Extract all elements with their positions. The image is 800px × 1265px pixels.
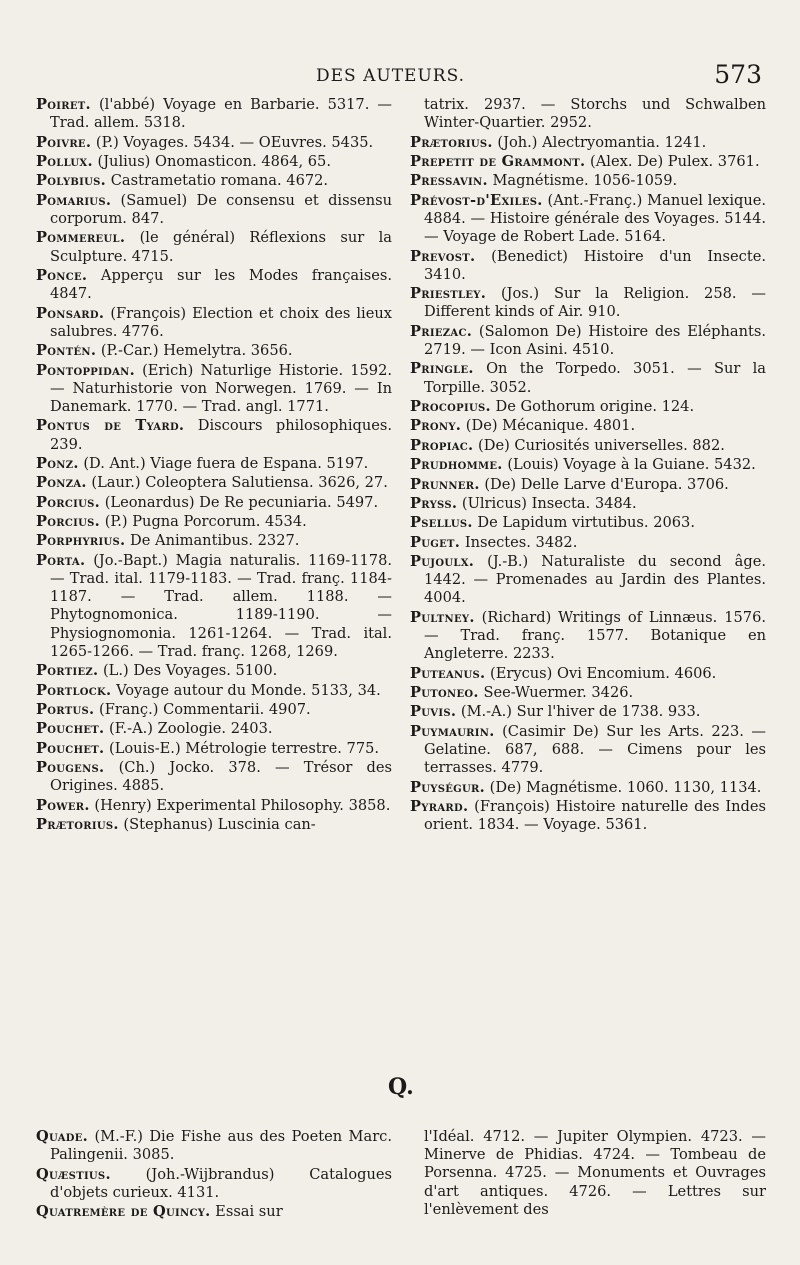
entry-author-name: Portlock. bbox=[36, 681, 112, 699]
entry-author-name: Pougens. bbox=[36, 759, 105, 777]
entry-references: (De) Delle Larve d'Europa. 3706. bbox=[479, 475, 729, 493]
entry-author-name: Pomarius. bbox=[36, 191, 112, 209]
entry-author-name: Priezac. bbox=[410, 322, 473, 340]
index-entry bbox=[410, 360, 766, 396]
entry-references: Essai sur bbox=[210, 1203, 283, 1221]
index-entry bbox=[410, 723, 766, 778]
entry-author-name: Puget. bbox=[410, 533, 461, 551]
index-entry bbox=[36, 759, 392, 795]
index-entry bbox=[410, 609, 766, 664]
entry-references: (De) Mécanique. 4801. bbox=[461, 417, 636, 435]
entry-references: (P.) Pugna Porcorum. 4534. bbox=[100, 513, 307, 531]
entry-author-name: Pouchet. bbox=[36, 720, 105, 738]
index-entry bbox=[36, 552, 392, 661]
entry-references: See-Wuermer. 3426. bbox=[478, 684, 634, 702]
entry-author-name: Procopius. bbox=[410, 397, 491, 415]
index-entry bbox=[410, 779, 766, 797]
bottom-right-column bbox=[410, 1128, 766, 1220]
entry-author-name: Prætorius. bbox=[410, 133, 493, 151]
entry-author-name: Prætorius. bbox=[36, 816, 119, 834]
entry-author-name: Pultney. bbox=[410, 608, 475, 626]
entry-references: (Stephanus) Luscinia can- bbox=[118, 816, 316, 834]
page-number: 573 bbox=[714, 60, 762, 89]
entry-author-name: Pouchet. bbox=[36, 739, 105, 757]
entry-references: (P.-Car.) Hemelytra. 3656. bbox=[96, 342, 293, 360]
entry-references: (Louis-E.) Métrologie terrestre. 775. bbox=[104, 739, 380, 757]
index-entry bbox=[36, 305, 392, 341]
entry-author-name: Psellus. bbox=[410, 514, 473, 532]
index-entry bbox=[36, 701, 392, 719]
entry-references: (Ch.) Jocko. 378. — Trésor des Origines. 4885. bbox=[50, 759, 392, 795]
entry-author-name: Pontoppidan. bbox=[36, 361, 135, 379]
entry-author-name: Puymaurin. bbox=[410, 722, 495, 740]
entry-references: (De) Magnétisme. 1060. 1130, 1134. bbox=[485, 778, 762, 796]
index-entry bbox=[36, 682, 392, 700]
running-title: DES AUTEURS. bbox=[316, 66, 466, 86]
index-entry bbox=[410, 153, 766, 171]
entry-references: (Erich) Naturlige Historie. 1592. — Naturhistorie von Norwegen. 1769. — In Danemark. 1770. — Trad. angl. 1771. bbox=[50, 361, 392, 415]
index-entry bbox=[410, 437, 766, 455]
index-entry bbox=[410, 323, 766, 359]
index-entry bbox=[36, 134, 392, 152]
index-entry bbox=[410, 534, 766, 552]
entry-author-name: Pontus de Tyard. bbox=[36, 417, 185, 435]
index-entry bbox=[36, 1166, 392, 1202]
entry-references: (Julius) Onomasticon. 4864, 65. bbox=[92, 152, 331, 170]
entry-references: (Erycus) Ovi Encomium. 4606. bbox=[485, 664, 717, 682]
entry-author-name: Putoneo. bbox=[410, 684, 479, 702]
entry-author-name: Ponz. bbox=[36, 454, 79, 472]
entry-author-name: Pollux. bbox=[36, 152, 93, 170]
entry-references: (le général) Réflexions sur la Sculpture. 4715. bbox=[50, 229, 392, 265]
index-entry bbox=[410, 703, 766, 721]
index-entry bbox=[36, 192, 392, 228]
entry-author-name: Portiez. bbox=[36, 662, 99, 680]
index-entry bbox=[36, 740, 392, 758]
entry-references: De Animantibus. 2327. bbox=[125, 532, 300, 550]
entry-author-name: Pressavin. bbox=[410, 172, 488, 190]
entry-author-name: Prudhomme. bbox=[410, 456, 503, 474]
index-entry bbox=[410, 495, 766, 513]
right-column bbox=[410, 96, 766, 836]
entry-references: (Casimir De) Sur les Arts. 223. — Gelatine. 687, 688. — Cimens pour les terrasses. 4779. bbox=[424, 722, 766, 777]
index-entry bbox=[410, 553, 766, 608]
entry-references: tatrix. 2937. — Storchs und Schwalben Winter-Quartier. 2952. bbox=[424, 96, 766, 132]
entry-references: (Joh.-Wijbrandus) Catalogues d'objets curieux. 4131. bbox=[50, 1165, 392, 1201]
index-entry bbox=[36, 417, 392, 453]
entry-references: (L.) Des Voyages. 5100. bbox=[98, 662, 278, 680]
bottom-left-column bbox=[36, 1128, 392, 1223]
index-entry bbox=[36, 797, 392, 815]
entry-references: (De) Curiosités universelles. 882. bbox=[473, 436, 725, 454]
entry-author-name: Quatremère de Quincy. bbox=[36, 1203, 211, 1221]
entry-references: (Ulricus) Insecta. 3484. bbox=[457, 494, 637, 512]
entry-author-name: Pontén. bbox=[36, 342, 97, 360]
entry-references: Insectes. 3482. bbox=[460, 533, 578, 551]
index-entry bbox=[36, 267, 392, 303]
entry-references: (Leonardus) De Re pecuniaria. 5497. bbox=[100, 493, 379, 511]
entry-references: Castrametatio romana. 4672. bbox=[106, 172, 329, 190]
entry-author-name: Ponce. bbox=[36, 266, 88, 284]
entry-author-name: Pujoulx. bbox=[410, 553, 475, 571]
index-entry bbox=[410, 514, 766, 532]
entry-author-name: Poivre. bbox=[36, 133, 92, 151]
entry-references: Voyage autour du Monde. 5133, 34. bbox=[111, 681, 381, 699]
entry-author-name: Prevost. bbox=[410, 247, 476, 265]
index-entry bbox=[410, 134, 766, 152]
entry-author-name: Prévost-d'Exiles. bbox=[410, 191, 543, 209]
entry-references: (Ant.-Franç.) Manuel lexique. 4884. — Histoire générale des Voyages. 5144. — Voyage de Robert Lade. 5164. bbox=[424, 191, 766, 246]
entry-author-name: Pommereul. bbox=[36, 229, 126, 247]
entry-references: (Louis) Voyage à la Guiane. 5432. bbox=[502, 456, 756, 474]
index-entry bbox=[36, 662, 392, 680]
index-entry bbox=[410, 192, 766, 247]
entry-references: (Alex. De) Pulex. 3761. bbox=[585, 152, 760, 170]
index-entry bbox=[36, 153, 392, 171]
index-entry bbox=[410, 248, 766, 284]
index-entry bbox=[410, 456, 766, 474]
entry-author-name: Prepetit de Grammont. bbox=[410, 152, 586, 170]
entry-references: (Jos.) Sur la Religion. 258. — Different kinds of Air. 910. bbox=[424, 285, 766, 321]
entry-references: (Benedict) Histoire d'un Insecte. 3410. bbox=[424, 247, 766, 283]
entry-references: (M.-F.) Die Fishe aus des Poeten Marc. Palingenii. 3085. bbox=[50, 1128, 392, 1164]
entry-author-name: Porphyrius. bbox=[36, 532, 126, 550]
index-entry bbox=[36, 362, 392, 417]
index-entry bbox=[410, 417, 766, 435]
entry-references: (Laur.) Coleoptera Salutiensa. 3626, 27. bbox=[86, 474, 388, 492]
entry-author-name: Propiac. bbox=[410, 436, 474, 454]
index-entry bbox=[36, 720, 392, 738]
index-entry bbox=[36, 229, 392, 265]
index-entry bbox=[410, 684, 766, 702]
index-entry bbox=[36, 494, 392, 512]
entry-author-name: Prunner. bbox=[410, 475, 480, 493]
entry-author-name: Quade. bbox=[36, 1128, 89, 1145]
entry-author-name: Ponsard. bbox=[36, 304, 105, 322]
entry-author-name: Pryss. bbox=[410, 494, 458, 512]
entry-author-name: Pringle. bbox=[410, 360, 474, 378]
entry-references: (Joh.) Alectryomantia. 1241. bbox=[492, 133, 707, 151]
entry-author-name: Quæstius. bbox=[36, 1165, 111, 1183]
index-entry bbox=[36, 513, 392, 531]
entry-references: (J.-B.) Naturaliste du second âge. 1442. — Promenades au Jardin des Plantes. 4004. bbox=[424, 553, 766, 607]
index-entry bbox=[36, 1203, 392, 1221]
entry-author-name: Portus. bbox=[36, 701, 95, 719]
entry-references: Magnétisme. 1056-1059. bbox=[487, 172, 678, 190]
entry-author-name: Polybius. bbox=[36, 172, 107, 190]
index-entry bbox=[36, 532, 392, 550]
entry-references: (F.-A.) Zoologie. 2403. bbox=[104, 720, 273, 738]
entry-references: De Lapidum virtutibus. 2063. bbox=[472, 514, 695, 532]
page-header bbox=[0, 60, 800, 96]
index-entry bbox=[410, 665, 766, 683]
index-entry bbox=[36, 455, 392, 473]
entry-references: (Salomon De) Histoire des Eléphants. 2719. — Icon Asini. 4510. bbox=[424, 322, 766, 358]
index-entry bbox=[36, 1128, 392, 1164]
entry-references: Apperçu sur les Modes françaises. 4847. bbox=[50, 266, 392, 303]
index-entry bbox=[410, 476, 766, 494]
index-entry bbox=[410, 798, 766, 834]
section-letter: Q. bbox=[388, 1074, 414, 1100]
entry-references: (Franç.) Commentarii. 4907. bbox=[94, 701, 311, 719]
entry-author-name: Porcius. bbox=[36, 493, 101, 511]
left-column bbox=[36, 96, 392, 836]
index-entry bbox=[36, 816, 392, 834]
entry-references: De Gothorum origine. 124. bbox=[490, 397, 695, 415]
entry-references: (l'abbé) Voyage en Barbarie. 5317. — Trad. allem. 5318. bbox=[50, 96, 392, 132]
index-entry bbox=[410, 1128, 766, 1219]
entry-author-name: Pyrard. bbox=[410, 798, 469, 816]
entry-author-name: Prony. bbox=[410, 417, 462, 435]
index-entry bbox=[410, 172, 766, 190]
entry-author-name: Porta. bbox=[36, 551, 86, 569]
index-entry bbox=[36, 172, 392, 190]
entry-references: (François) Election et choix des lieux salubres. 4776. bbox=[50, 304, 392, 340]
index-entry bbox=[410, 398, 766, 416]
entry-references: (Richard) Writings of Linnæus. 1576. — Trad. franç. 1577. Botanique en Angleterre. 2233. bbox=[424, 608, 766, 663]
index-entry bbox=[410, 285, 766, 321]
entry-author-name: Poiret. bbox=[36, 96, 91, 113]
entry-author-name: Puységur. bbox=[410, 778, 486, 796]
entry-references: Discours philosophiques. 239. bbox=[50, 417, 392, 453]
entry-references: l'Idéal. 4712. — Jupiter Olympien. 4723. — Minerve de Phidias. 4724. — Tombeau de Porsenna. 4725. — Monuments et Ouvrages d'art antiques. 4726. — Lettres sur l'enlèvement des bbox=[424, 1128, 766, 1218]
entry-author-name: Porcius. bbox=[36, 513, 101, 531]
entry-references: (P.) Voyages. 5434. — OEuvres. 5435. bbox=[91, 133, 374, 151]
entry-references: (Henry) Experimental Philosophy. 3858. bbox=[89, 796, 391, 814]
entry-author-name: Power. bbox=[36, 796, 90, 814]
index-entry bbox=[410, 96, 766, 132]
entry-author-name: Priestley. bbox=[410, 285, 487, 303]
entry-references: (François) Histoire naturelle des Indes orient. 1834. — Voyage. 5361. bbox=[424, 798, 766, 834]
index-entry bbox=[36, 342, 392, 360]
entry-references: (Samuel) De consensu et dissensu corporum. 847. bbox=[50, 191, 392, 227]
entry-author-name: Puteanus. bbox=[410, 664, 486, 682]
entry-references: (D. Ant.) Viage fuera de Espana. 5197. bbox=[78, 454, 369, 472]
entry-references: (Jo.-Bapt.) Magia naturalis. 1169-1178. — Trad. ital. 1179-1183. — Trad. franç. 1184-1187. — Trad. allem. 1188. — Phytognomonica. 1189-1190. — Physiognomonia. 1261-1264. — Trad. ital. 1265-1266. — Trad. franç. 1268, 1269. bbox=[50, 551, 392, 660]
entry-author-name: Puvis. bbox=[410, 703, 457, 721]
entry-references: (M.-A.) Sur l'hiver de 1738. 933. bbox=[456, 703, 701, 721]
entry-author-name: Ponza. bbox=[36, 474, 87, 492]
index-entry bbox=[36, 474, 392, 492]
entry-references: On the Torpedo. 3051. — Sur la Torpille. 3052. bbox=[424, 360, 766, 396]
index-entry bbox=[36, 96, 392, 132]
